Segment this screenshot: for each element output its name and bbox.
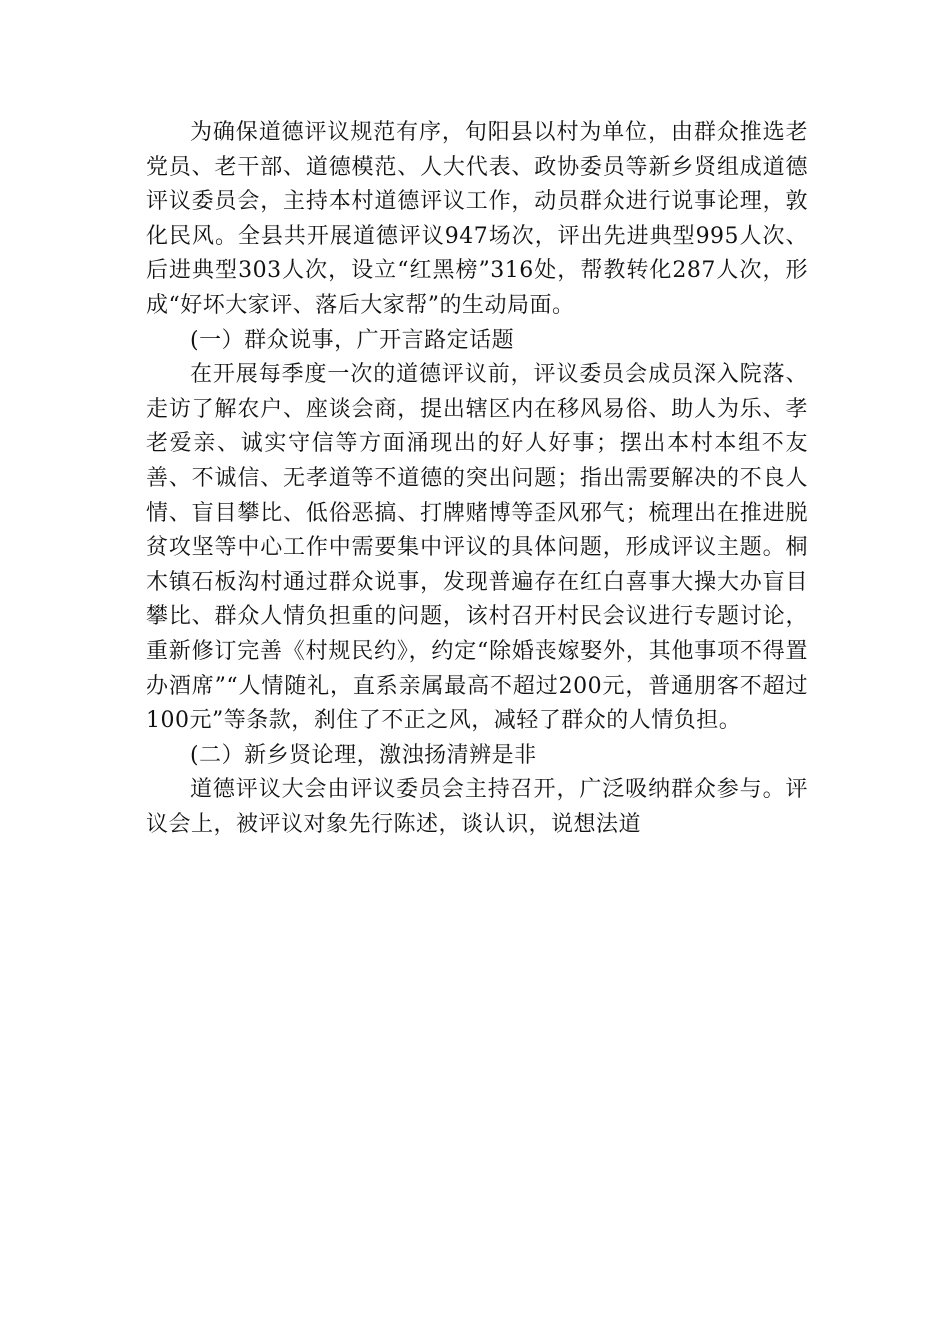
paragraph-section-1: 在开展每季度一次的道德评议前，评议委员会成员深入院落、走访了解农户、座谈会商，提出辖区内在移风易俗、助人为乐、孝老爱亲、诚实守信等方面涌现出的好人好事；摆出本村本组不友善、不诚信、无孝道等不道德的突出问题；指出需要解决的不良人情、盲目攀比、低俗恶搞、打牌赌博等歪风邪气；梳理出在推进脱贫攻坚等中心工作中需要集中评议的具体问题，形成评议主题。桐木镇石板沟村通过群众说事，发现普遍存在红白喜事大操大办盲目攀比、群众人情负担重的问题，该村召开村民会议进行专题讨论，重新修订完善《村规民约》，约定“除婚丧嫁娶外，其他事项不得置办酒席”“人情随礼，直系亲属最高不超过200元，普通朋客不超过100元”等条款，刹住了不正之风，减轻了群众的人情负担。 — [146, 362, 808, 734]
paragraph-intro: 为确保道德评议规范有序，旬阳县以村为单位，由群众推选老党员、老干部、道德模范、人大代表、政协委员等新乡贤组成道德评议委员会，主持本村道德评议工作，动员群众进行说事论理，敦化民风。全县共开展道德评议947场次，评出先进典型995人次、后进典型303人次，设立“红黑榜”316处，帮教转化287人次，形成“好坏大家评、落后大家帮”的生动局面。 — [146, 120, 808, 318]
section-heading-1: (一）群众说事，广开言路定话题 — [190, 327, 515, 353]
document-body — [146, 116, 808, 842]
paragraph-section-2: 道德评议大会由评议委员会主持召开，广泛吸纳群众参与。评议会上，被评议对象先行陈述，谈认识，说想法道 — [146, 777, 808, 837]
section-heading-2: (二）新乡贤论理，激浊扬清辨是非 — [190, 742, 537, 768]
